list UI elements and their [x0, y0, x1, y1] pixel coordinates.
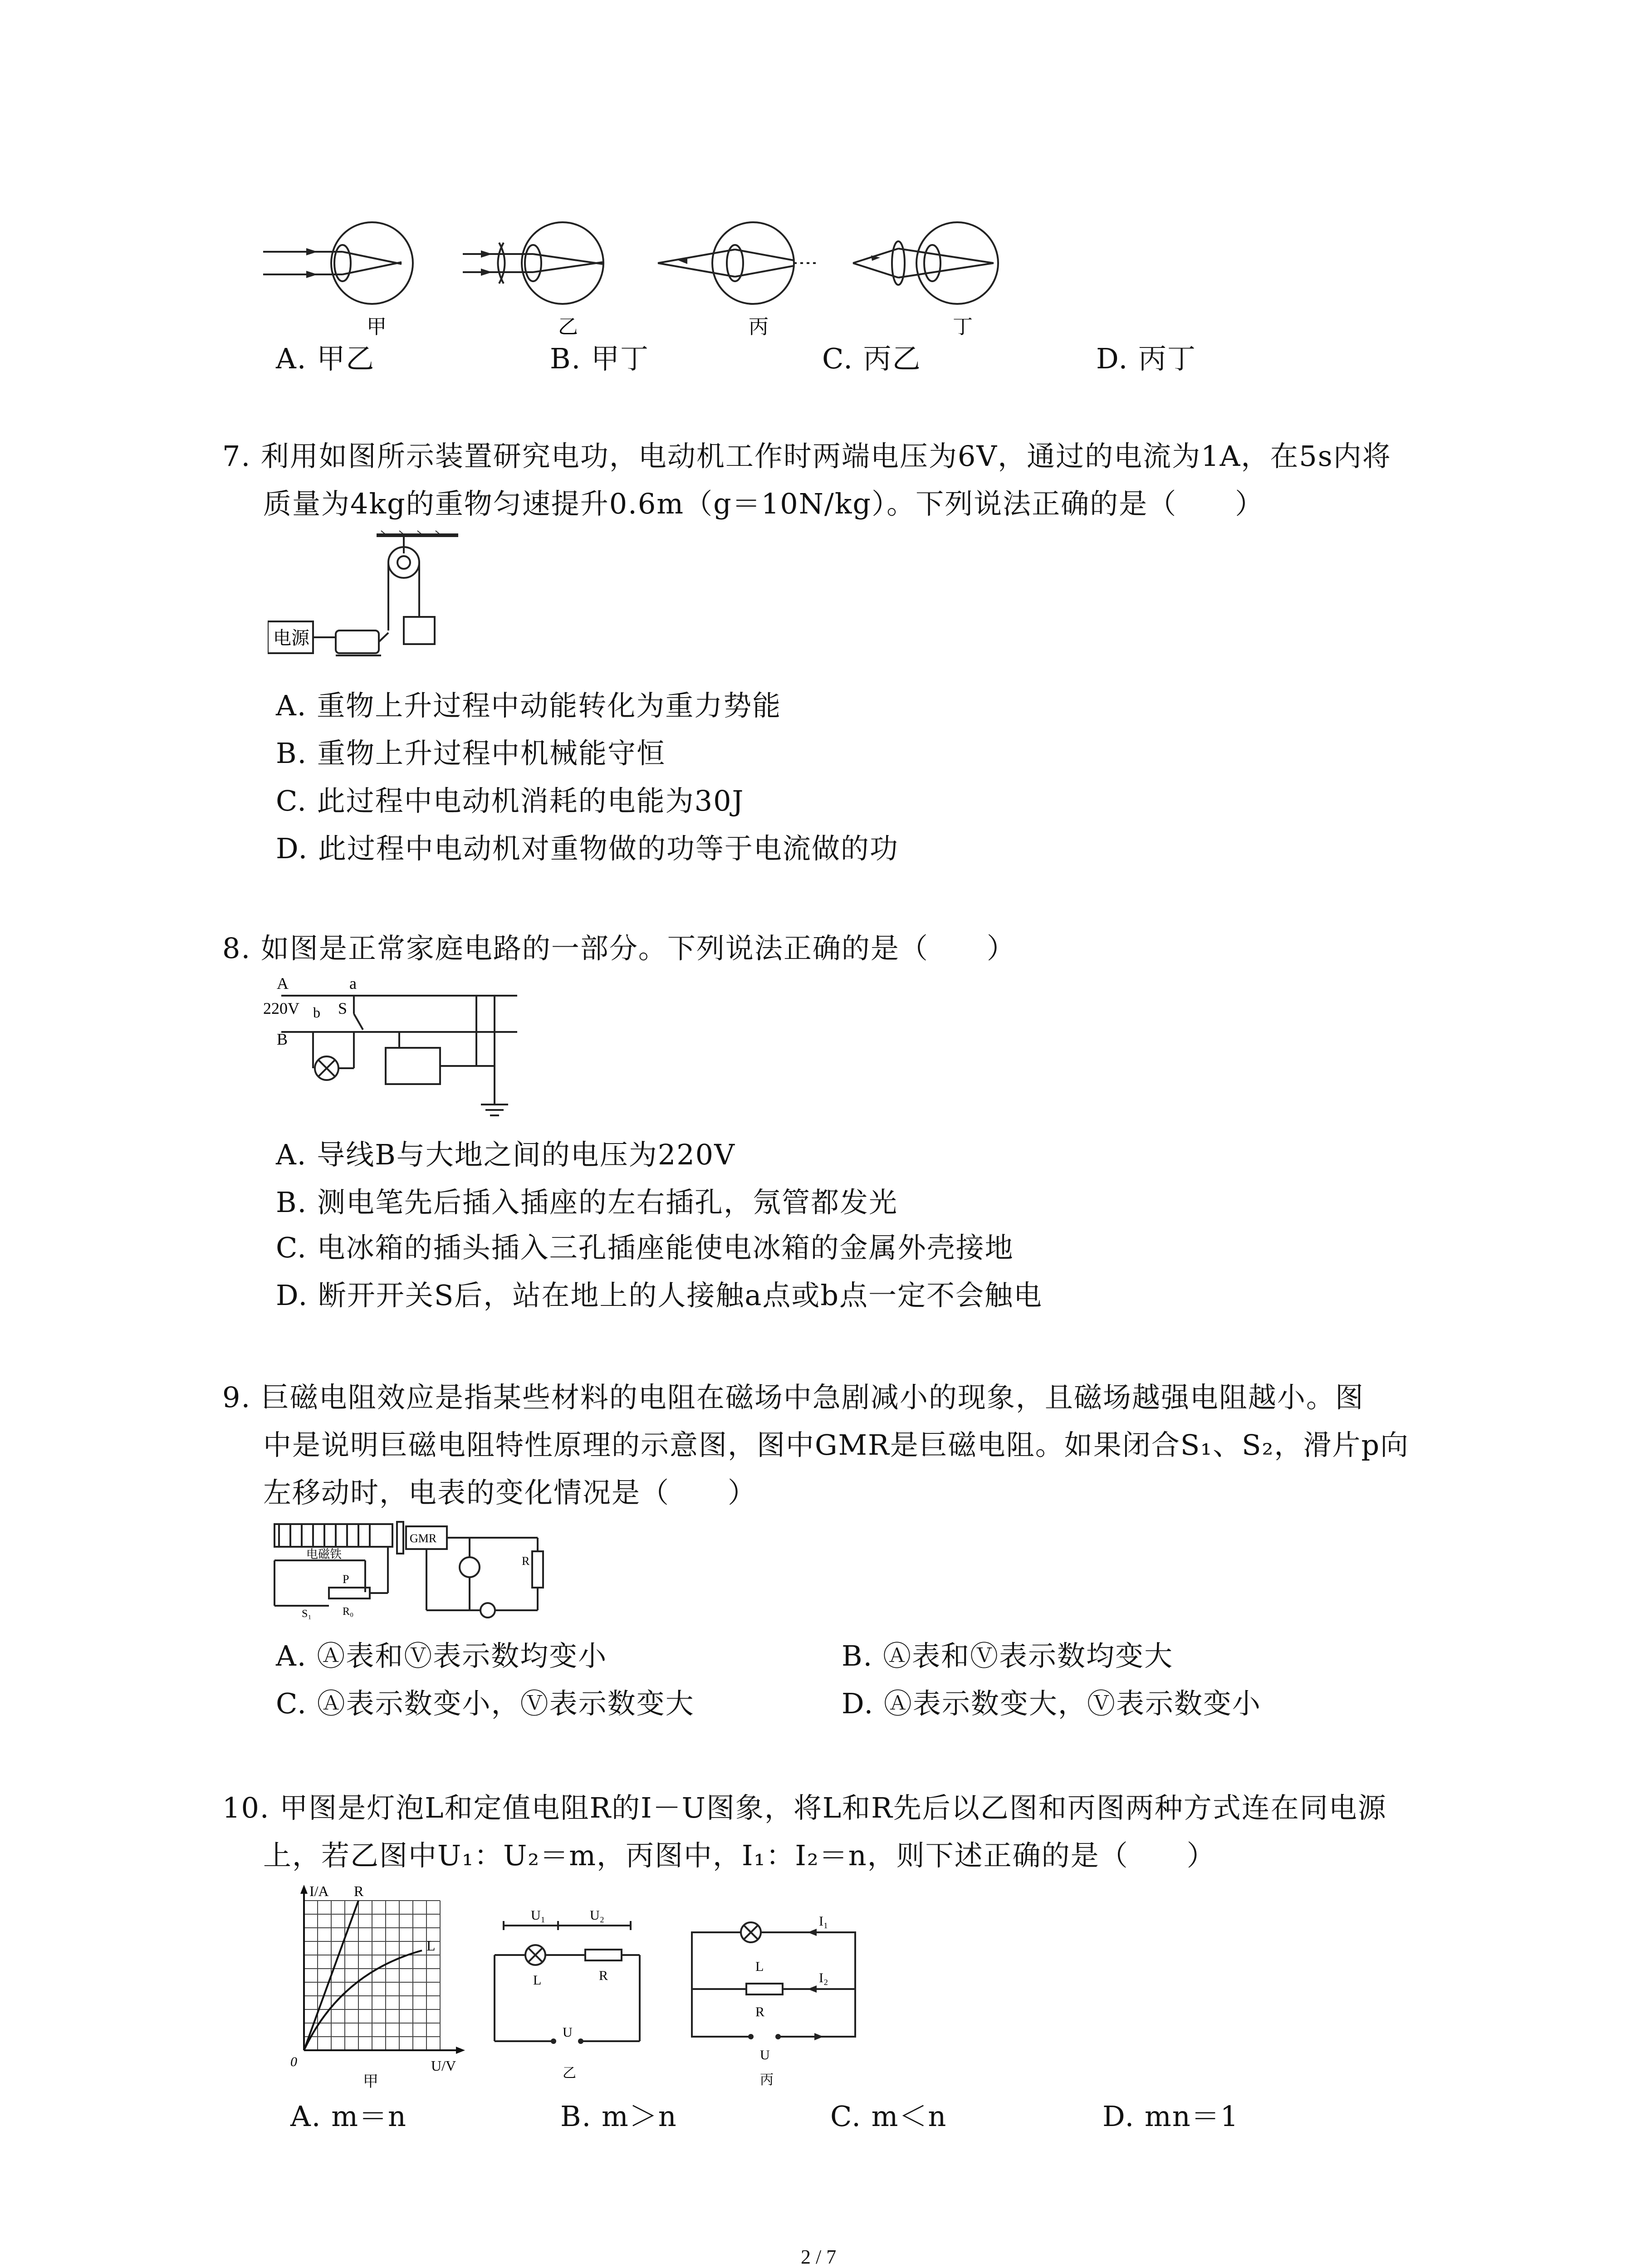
q9-stem-line2: 中是说明巨磁电阻特性原理的示意图，图中GMR是巨磁电阻。如果闭合S₁、S₂，滑片p向	[263, 1428, 1410, 1461]
eye-label-jia: 甲	[367, 316, 387, 338]
parallel-i1-label: I₁	[819, 1914, 828, 1929]
page-number: 2 / 7	[801, 2246, 837, 2268]
series-u1-label: U₁	[531, 1908, 546, 1923]
graph-l-curve-label: L	[426, 1937, 436, 1954]
switch-s1-label: S₁	[302, 1608, 312, 1620]
series-u2-label: U₂	[590, 1908, 605, 1923]
motor-pulley-figure	[268, 526, 485, 671]
q7-stem-line1: 7. 利用如图所示装置研究电功，电动机工作时两端电压为6V，通过的电流为1A，在5s内将	[222, 440, 1391, 473]
voltage-label: 220V	[263, 999, 299, 1017]
q6-option-c: C. 丙乙	[822, 342, 921, 375]
q8-option-a: A. 导线B与大地之间的电压为220V	[276, 1138, 735, 1171]
parallel-lamp-label: L	[755, 1959, 764, 1974]
eye-label-ding: 丁	[953, 316, 973, 338]
q6-option-b: B. 甲丁	[550, 342, 649, 375]
graph-xlabel: U/V	[431, 2058, 456, 2074]
wire-b-label: B	[277, 1030, 288, 1048]
parallel-caption: 丙	[760, 2072, 774, 2087]
eye-label-bing: 丙	[749, 316, 769, 338]
graph-ylabel: I/A	[309, 1883, 329, 1899]
series-caption: 乙	[563, 2066, 576, 2081]
parallel-i2-label: I₂	[819, 1970, 828, 1985]
q7-option-a: A. 重物上升过程中动能转化为重力势能	[276, 689, 782, 722]
q9-option-b: B. Ⓐ表和Ⓥ表示数均变大	[842, 1639, 1173, 1672]
series-circuit-figure	[490, 1905, 649, 2096]
parallel-source-label: U	[760, 2048, 770, 2063]
graph-origin: 0	[290, 2054, 297, 2069]
q10-stem-line2: 上，若乙图中U₁：U₂＝m，丙图中，I₁：I₂＝n，则下述正确的是（ ）	[263, 1839, 1216, 1872]
q9-stem-line3: 左移动时，电表的变化情况是（ ）	[263, 1476, 757, 1509]
q7-option-b: B. 重物上升过程中机械能守恒	[276, 737, 666, 770]
resistor-r0-label: R₀	[343, 1606, 354, 1618]
eye-label-yi: 乙	[558, 316, 578, 338]
q6-option-d: D. 丙丁	[1096, 342, 1196, 375]
series-resistor-label: R	[599, 1968, 608, 1983]
resistor-r-label: R	[522, 1554, 530, 1568]
switch-s-label: S	[338, 999, 348, 1017]
q6-option-a: A. 甲乙	[276, 342, 375, 375]
series-lamp-label: L	[533, 1973, 542, 1988]
power-source-label: 电源	[273, 628, 309, 648]
q8-option-d: D. 断开开关S后，站在地上的人接触a点或b点一定不会触电	[276, 1279, 1043, 1312]
eye-diagrams-figure	[263, 213, 1043, 340]
q8-option-b: B. 测电笔先后插入插座的左右插孔，氖管都发光	[276, 1186, 898, 1219]
q9-option-a: A. Ⓐ表和Ⓥ表示数均变小	[276, 1639, 607, 1672]
q9-option-d: D. Ⓐ表示数变大，Ⓥ表示数变小	[842, 1687, 1261, 1720]
q8-option-c: C. 电冰箱的插头插入三孔插座能使电冰箱的金属外壳接地	[276, 1231, 1014, 1264]
point-b-label: b	[313, 1004, 320, 1021]
q9-option-c: C. Ⓐ表示数变小，Ⓥ表示数变大	[276, 1687, 695, 1720]
household-circuit-figure	[263, 968, 535, 1123]
parallel-resistor-label: R	[755, 2004, 765, 2019]
gmr-circuit-figure	[265, 1515, 565, 1624]
q10-option-a: A. m＝n	[290, 2100, 407, 2133]
iu-graph-figure	[286, 1882, 481, 2096]
point-a-label: a	[349, 974, 357, 992]
graph-r-curve-label: R	[354, 1883, 364, 1899]
parallel-circuit-figure	[687, 1905, 869, 2096]
q10-option-c: C. m＜n	[830, 2100, 947, 2133]
q10-stem-line1: 10. 甲图是灯泡L和定值电阻R的I－U图象，将L和R先后以乙图和丙图两种方式连在同电源	[222, 1791, 1387, 1824]
q9-stem-line1: 9. 巨磁电阻效应是指某些材料的电阻在磁场中急剧减小的现象，且磁场越强电阻越小。图	[222, 1381, 1364, 1414]
q7-option-c: C. 此过程中电动机消耗的电能为30J	[276, 784, 745, 817]
slider-p-label: P	[343, 1573, 349, 1586]
q7-option-d: D. 此过程中电动机对重物做的功等于电流做的功	[276, 832, 899, 865]
q7-stem-line2: 质量为4kg的重物匀速提升0.6m（g＝10N/kg）。下列说法正确的是（ ）	[263, 487, 1264, 520]
series-source-label: U	[563, 2025, 573, 2040]
wire-a-label: A	[277, 974, 289, 992]
electromagnet-label: 电磁铁	[306, 1548, 342, 1561]
q10-option-b: B. m＞n	[560, 2100, 677, 2133]
gmr-label: GMR	[410, 1532, 437, 1545]
q10-option-d: D. mn＝1	[1102, 2100, 1239, 2133]
graph-caption: 甲	[363, 2073, 378, 2090]
q8-stem: 8. 如图是正常家庭电路的一部分。下列说法正确的是（ ）	[222, 932, 1016, 965]
